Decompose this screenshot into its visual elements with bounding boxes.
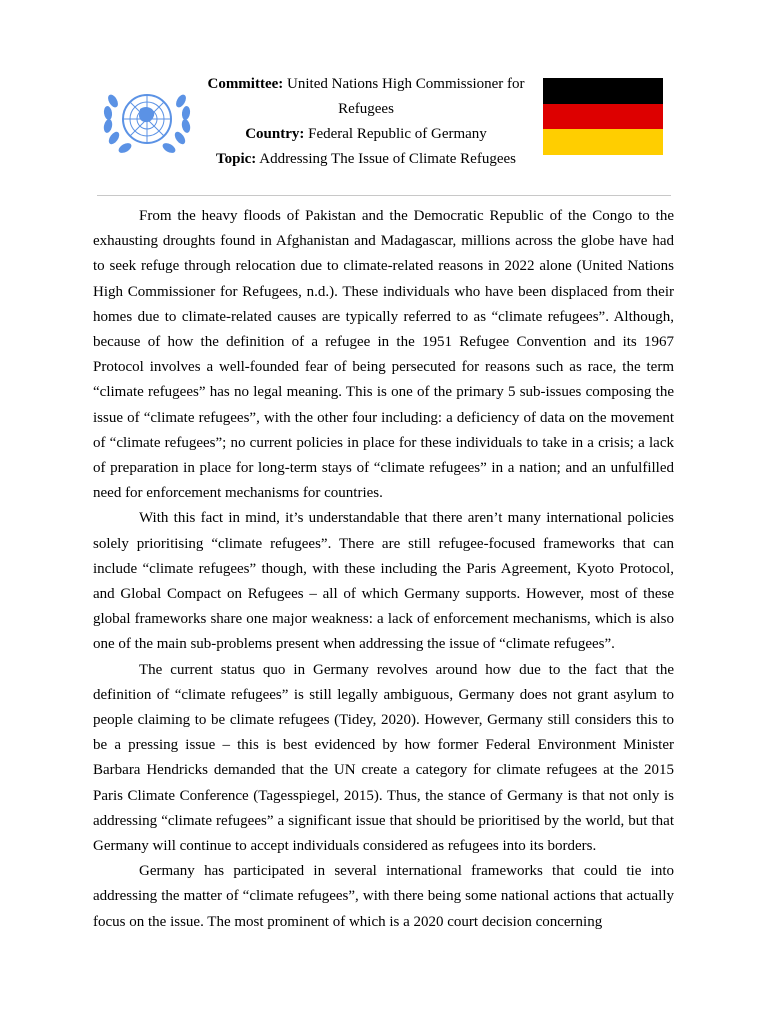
flag-stripe-gold: [543, 129, 663, 155]
committee-label: Committee:: [207, 76, 284, 92]
topic-value: Addressing The Issue of Climate Refugees: [259, 151, 516, 167]
germany-flag-icon: [543, 78, 663, 155]
country-value: Federal Republic of Germany: [308, 126, 487, 142]
document-header: [196, 72, 536, 172]
flag-stripe-black: [543, 78, 663, 104]
paragraph: Germany has participated in several international frameworks that could tie into addressing the matter of “climate refugees”, with there being some national actions that actually focus on the issue. The most prominent of which is a 2020 court decision concerning: [93, 863, 674, 930]
topic-label: Topic:: [216, 151, 257, 167]
paragraph: From the heavy floods of Pakistan and the Democratic Republic of the Congo to the exhausting droughts found in Afghanistan and Madagascar, millions across the globe have had to seek refuge through relocation due to climate-related reasons in 2022 alone (United Nations High Commissioner for Refugees, n.d.). These individuals who have been displaced from their homes due to climate-related causes are typically referred to as “climate refugees”. Although, because of how the definition of a refugee in the 1951 Refugee Convention and its 1967 Protocol involves a well-founded fear of being persecuted for reasons such as race, the term “climate refugees” has no legal meaning. This is one of the primary 5 sub-issues composing the issue of “climate refugees”, with the other four including: a deficiency of data on the movement of “climate refugees”; no current policies in place for these individuals to take in a crisis; a lack of preparation in place for long-term stays of “climate refugees” in a nation; and an unfulfilled need for enforcement mechanisms for countries.: [93, 208, 674, 502]
header-divider: [97, 195, 671, 196]
country-label: Country:: [245, 126, 305, 142]
paragraph: With this fact in mind, it’s understandable that there aren’t many international policies solely prioritising “climate refugees”. There are still refugee-focused frameworks that can include “climate refugees” though, with these including the Paris Agreement, Kyoto Protocol, and Global Compact on Refugees – all of which Germany supports. However, most of these global frameworks share one major weakness: a lack of enforcement mechanisms, which is also one of the main sub-problems present when addressing the issue of “climate refugees”.: [93, 510, 674, 653]
committee-line: [196, 72, 536, 122]
country-line: [196, 122, 536, 147]
topic-line: [196, 147, 536, 172]
un-emblem-icon: [100, 83, 194, 157]
document-body: [93, 204, 674, 935]
paragraph: The current status quo in Germany revolves around how due to the fact that the definition of “climate refugees” is still legally ambiguous, Germany does not grant asylum to people claiming to be climate refugees (Tidey, 2020). However, Germany still considers this to be a pressing issue – this is best evidenced by how former Federal Environment Minister Barbara Hendricks demanded that the UN create a category for climate refugees at the 2015 Paris Climate Conference (Tagesspiegel, 2015). Thus, the stance of Germany is that not only is addressing “climate refugees” a significant issue that should be prioritised by the world, but that Germany will continue to accept individuals considered as refugees into its borders.: [93, 661, 674, 855]
committee-value: United Nations High Commissioner for Refugees: [287, 76, 525, 117]
flag-stripe-red: [543, 104, 663, 130]
